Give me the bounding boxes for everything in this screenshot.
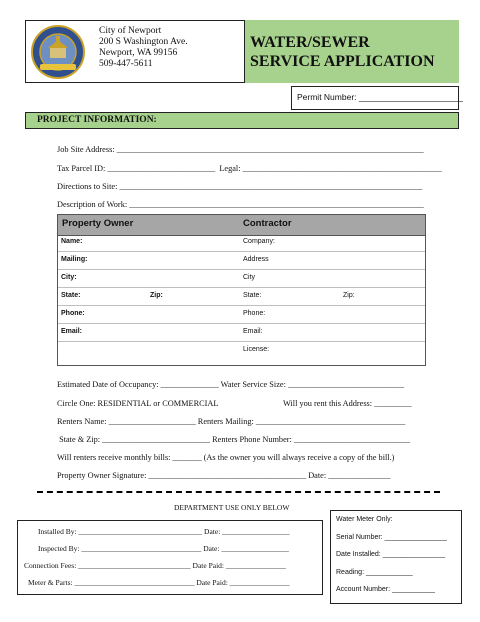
tax-parcel-legal-field[interactable]: Tax Parcel ID: __________________________ Legal: ________________________________________________ <box>57 164 442 173</box>
city-name: City of Newport <box>99 26 162 36</box>
owner-mailing-field[interactable]: Mailing: <box>61 256 88 263</box>
renters-state-phone-field[interactable]: State & Zip: __________________________ Renters Phone Number: ____________________________ <box>57 435 411 444</box>
date-installed-field[interactable]: Date Installed: ________________ <box>336 551 445 558</box>
table-row-divider <box>58 287 425 288</box>
reading-field[interactable]: Reading: ____________ <box>336 569 413 576</box>
table-row-divider <box>58 269 425 270</box>
contractor-zip-field[interactable]: Zip: <box>343 292 355 299</box>
owner-state-field[interactable]: State: <box>61 292 81 299</box>
contractor-city-field[interactable]: City <box>243 274 256 281</box>
job-site-address-field[interactable]: Job Site Address: __________________________________________________________________________ <box>57 145 424 154</box>
water-meter-heading: Water Meter Only: <box>336 516 393 523</box>
inspected-by-field[interactable]: Inspected By: ________________________________ Date: __________________ <box>38 544 289 553</box>
directions-field[interactable]: Directions to Site: _________________________________________________________________________ <box>57 182 423 191</box>
form-title <box>250 33 435 71</box>
owner-name-field[interactable]: Name: <box>61 238 83 245</box>
property-owner-header: Property Owner <box>62 218 134 229</box>
serial-number-field[interactable]: Serial Number: ________________ <box>336 534 447 541</box>
contractor-state-field[interactable]: State: <box>243 292 262 299</box>
contractor-header: Contractor <box>243 218 292 229</box>
project-info-heading: PROJECT INFORMATION: <box>37 115 157 125</box>
residential-commercial-choice[interactable]: Circle One: RESIDENTIAL or COMMERCIAL <box>57 399 219 408</box>
installed-by-field[interactable]: Installed By: _________________________________ Date: __________________ <box>38 527 290 536</box>
title-line-2: SERVICE APPLICATION <box>250 53 435 70</box>
description-field[interactable]: Description of Work: _______________________________________________________________________ <box>57 200 424 209</box>
account-number-field[interactable]: Account Number: ___________ <box>336 586 435 593</box>
occupancy-water-size-field[interactable]: Estimated Date of Occupancy: ______________ Water Service Size: ____________________________ <box>57 380 405 389</box>
owner-contractor-table <box>57 214 426 366</box>
department-use-heading: DEPARTMENT USE ONLY BELOW <box>174 503 290 512</box>
city-phone: 509-447-5611 <box>99 59 153 69</box>
contractor-company-field[interactable]: Company: <box>243 238 275 245</box>
city-state-zip: Newport, WA 99156 <box>99 48 178 58</box>
title-line-1: WATER/SEWER <box>250 34 370 51</box>
table-row-divider <box>58 341 425 342</box>
city-seal-logo <box>30 24 86 80</box>
renters-monthly-bills-field[interactable]: Will renters receive monthly bills: _______ (As the owner you will always receive a copy of the bill.) <box>57 453 395 462</box>
contractor-license-field[interactable]: License: <box>243 346 270 353</box>
table-row-divider <box>58 251 425 252</box>
contractor-phone-field[interactable]: Phone: <box>243 310 266 317</box>
city-address <box>99 26 188 70</box>
table-row-divider <box>58 323 425 324</box>
rent-address-field[interactable]: Will you rent this Address: _________ <box>283 399 412 408</box>
owner-signature-field[interactable]: Property Owner Signature: ______________________________________ Date: _______________ <box>57 471 391 480</box>
owner-phone-field[interactable]: Phone: <box>61 310 85 317</box>
connection-fees-field[interactable]: Connection Fees: ______________________________ Date Paid: ________________ <box>24 561 286 570</box>
contractor-email-field[interactable]: Email: <box>243 328 263 335</box>
owner-zip-field[interactable]: Zip: <box>150 292 163 299</box>
table-row-divider <box>58 305 425 306</box>
city-street: 200 S Washington Ave. <box>99 37 188 47</box>
renters-name-mailing-field[interactable]: Renters Name: _____________________ Renters Mailing: ____________________________________ <box>57 417 406 426</box>
owner-city-field[interactable]: City: <box>61 274 77 281</box>
meter-parts-field[interactable]: Meter & Parts: ________________________________ Date Paid: ________________ <box>28 578 290 587</box>
permit-number-field[interactable]: Permit Number: ______________________ <box>297 92 463 102</box>
contractor-address-field[interactable]: Address <box>243 256 269 263</box>
cut-line-divider <box>37 491 440 493</box>
owner-email-field[interactable]: Email: <box>61 328 83 335</box>
